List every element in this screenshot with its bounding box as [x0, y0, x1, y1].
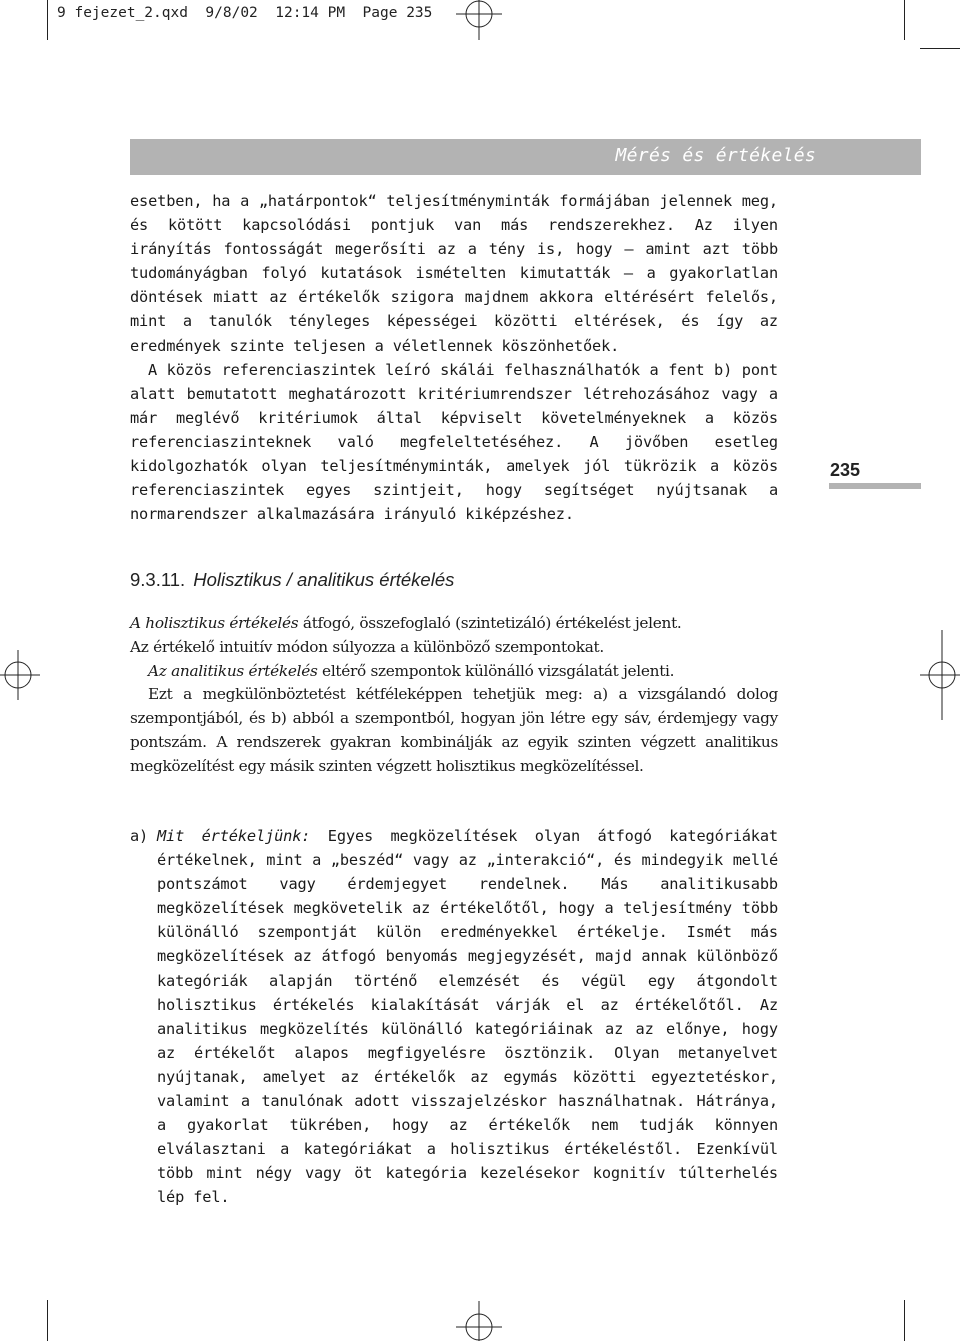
registration-mark-top-icon: [456, 0, 502, 40]
section-title: Holisztikus / analitikus értékelés: [193, 569, 455, 590]
running-header-title: Mérés és értékelés: [615, 145, 816, 166]
registration-mark-right-icon: [920, 630, 960, 720]
definition-analytic: [130, 660, 778, 684]
crop-mark-top-right: [904, 0, 905, 40]
paragraph-1: esetben, ha a „határpontok“ teljesítményminták formájában jelennek meg, és kötött kapcsolódási pontjuk van más rendszerekhez. Az ilyen irányítás fontosságát megerősíti az a tény is, hogy – amint azt több tudományágban folyó kutatások ismételten kimutatták – a gyakorlatlan döntések miatt az értékelők szigora majdnem akkora eltérésért felelős, mint a tanulók tényleges képességei közötti eltérések, és így az eredmények szinte teljesen a véletlennek köszönhetőek.: [130, 192, 778, 355]
definition-holistic: [130, 612, 778, 636]
definition-holistic-text: átfogó, összefoglaló (szintetizáló) értékelést jelent.: [298, 614, 682, 632]
list-item-a: [130, 824, 778, 1210]
term-analytic: Az analitikus értékelés: [148, 661, 318, 680]
paragraph-2: A közös referenciaszintek leíró skálái felhasználhatók a fent b) pont alatt bemutatott meghatározott kritériumrendszer létrehozásához vagy a már meglévő kritériumok által képviselt követelményeknek a közös referenciaszinteknek való megfeleltetéséhez. A jövőben esetleg kidolgozhatók olyan teljesítményminták, amelyek jól tükrözik a közös referenciaszintek egyes szintjeit, hogy segítséget nyújtsanak a normarendszer alkalmazására irányuló kiképzéshez.: [130, 360, 778, 524]
body-text-top: [130, 189, 778, 526]
section-number: 9.3.11.: [130, 569, 186, 590]
registration-mark-left-icon: [0, 650, 40, 700]
term-holistic: A holisztikus értékelés: [130, 614, 299, 632]
definitions-block: [130, 612, 778, 779]
list-term-a: Mit értékeljünk:: [157, 827, 311, 845]
crop-mark-bottom-right: [904, 1300, 905, 1341]
section-heading: [130, 569, 454, 591]
page-number: 235: [830, 460, 861, 480]
crop-mark-bottom-left: [47, 1300, 48, 1341]
crop-mark-top-right-h: [920, 48, 960, 49]
crop-mark-top-left: [47, 0, 48, 40]
list-marker-a: a): [130, 827, 149, 845]
definition-holistic-line2: Az értékelő intuitív módon súlyozza a különböző szempontokat.: [130, 637, 604, 656]
registration-mark-bottom-icon: [456, 1301, 502, 1341]
list-body-a: [157, 824, 778, 1210]
definition-analytic-text: eltérő szempontok különálló vizsgálatát jelenti.: [317, 661, 675, 680]
page-number-bar: [829, 483, 921, 489]
print-slug: 9 fejezet_2.qxd 9/8/02 12:14 PM Page 235: [57, 5, 433, 21]
list-text-a: Egyes megközelítések olyan átfogó kategóriákat értékelnek, mint a „beszéd“ vagy az „interakció“, és mindegyik mellé pontszámot vagy érdemjegyet rendelnek. Más analitikusabb megközelítések megkövetelik az értékelőtől, hogy a teljesítmény több különálló szempontját külön eredményekkel értékelje. Ismét más megközelítések az átfogó benyomás megjegyzését, majd annak különböző kategóriák alapján történő elemzését és végül egy átgondolt holisztikus értékelés kialakítását várják el az értékelőtől. Az analitikus megközelítés különálló kategóriáinak az az előnye, hogy az értékelőt alapos megfigyelésre ösztönzik. Olyan metanyelvet nyújtanak, amelyet az értékelők az egymás közötti egyeztetéskor, valamint a tanulónak adott visszajelzéskor használhatnak. Hátránya, a gyakorlat tükrében, hogy az értékelők nem tudják könnyen elválasztani a kategóriákat a holisztikus értékeléstől. Ezenkívül több mint négy vagy öt kategória kezelésekor kognitív túlterhelés lép fel.: [157, 827, 778, 1207]
paragraph-3: Ezt a megkülönböztetést kétféleképpen tehetjük meg: a) a vizsgálandó dolog szempontjából, és b) abból a szempontból, hogyan jön létre egy sáv, érdemjegy vagy pontszám. A rendszerek gyakran kombinálják az egyik szinten végzett analitikus megközelítést egy másik szinten végzett holisztikus megközelítéssel.: [130, 685, 778, 775]
